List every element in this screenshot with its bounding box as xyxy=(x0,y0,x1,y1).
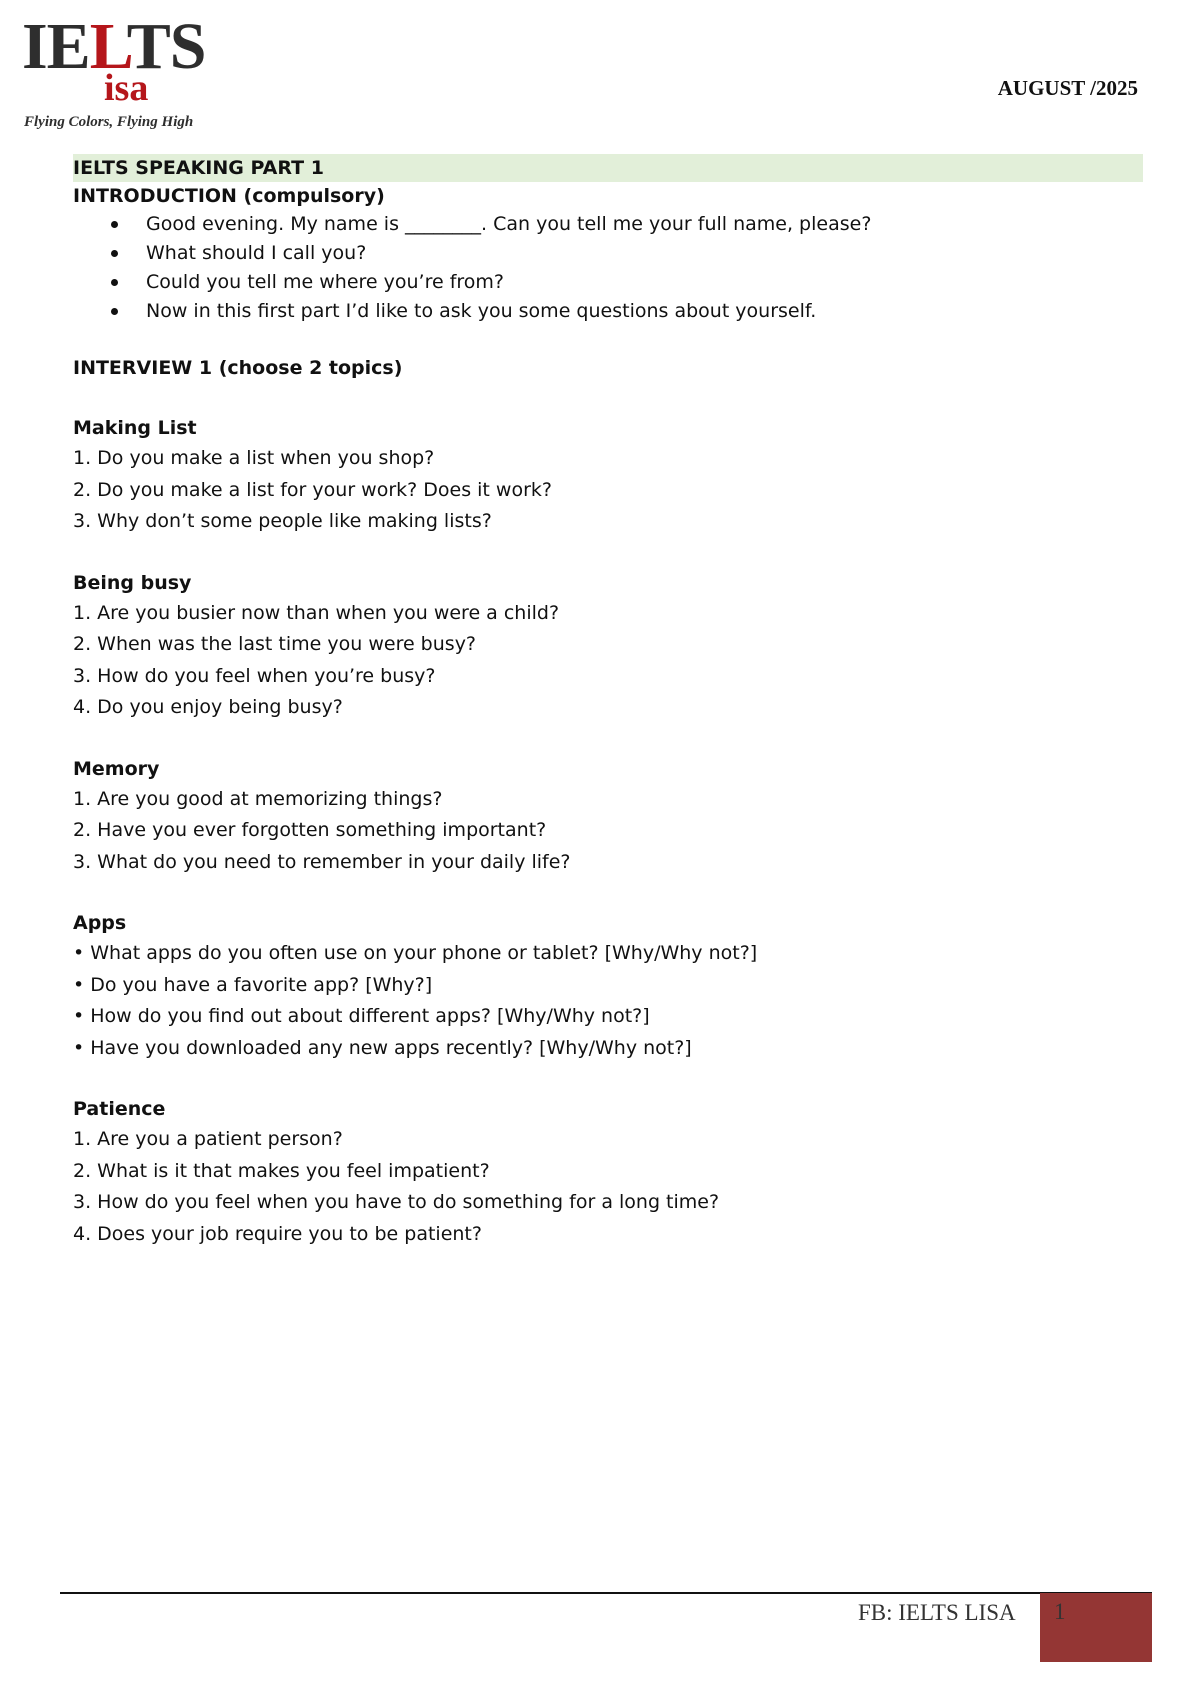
list-item: What should I call you? xyxy=(73,239,1143,268)
question: 1. Are you a patient person? xyxy=(73,1128,343,1150)
question: 3. What do you need to remember in your daily life? xyxy=(73,850,571,873)
bullet-icon xyxy=(111,279,118,286)
question: • How do you find out about different apps? [Why/Why not?] xyxy=(73,1005,650,1027)
topic-title-being-busy: Being busy xyxy=(73,571,192,594)
question: 1. Do you make a list when you shop? xyxy=(73,447,435,469)
question: 3. How do you feel when you have to do something for a long time? xyxy=(73,1191,720,1213)
bullet-icon xyxy=(111,221,118,228)
question: 1. Are you good at memorizing things? xyxy=(73,787,443,810)
document-date: AUGUST /2025 xyxy=(997,76,1138,100)
question: 2. Have you ever forgotten something important? xyxy=(73,819,547,841)
question: 2. What is it that makes you feel impatient? xyxy=(73,1159,490,1182)
introduction-title: INTRODUCTION (compulsory) xyxy=(73,185,385,207)
logo-wordmark: IELTS xyxy=(22,10,206,83)
page-number: 1 xyxy=(1054,1599,1066,1624)
footer-divider xyxy=(60,1592,1152,1594)
logo-subword: isa xyxy=(104,67,149,109)
introduction-list xyxy=(73,210,1143,326)
bullet-icon xyxy=(111,308,118,315)
question: • Do you have a favorite app? [Why?] xyxy=(73,973,433,996)
bullet-icon xyxy=(111,250,118,257)
question: 2. Do you make a list for your work? Does it work? xyxy=(73,478,552,501)
topic-title-memory: Memory xyxy=(73,757,160,780)
question: 2. When was the last time you were busy? xyxy=(73,633,477,655)
document-body xyxy=(73,154,1143,1250)
list-item: Could you tell me where you’re from? xyxy=(73,268,1143,297)
question: 1. Are you busier now than when you were a child? xyxy=(73,601,560,624)
logo-tagline: Flying Colors, Flying High xyxy=(24,114,194,130)
topic-title-patience: Patience xyxy=(73,1098,166,1120)
question: • What apps do you often use on your phone or tablet? [Why/Why not?] xyxy=(73,942,758,964)
question: 3. Why don’t some people like making lists? xyxy=(73,510,492,532)
question: • Have you downloaded any new apps recently? [Why/Why not?] xyxy=(73,1036,692,1059)
page-number-box xyxy=(1040,1593,1152,1662)
ielts-lisa-logo xyxy=(22,10,212,138)
interview-title: INTERVIEW 1 (choose 2 topics) xyxy=(73,357,403,379)
list-item: Good evening. My name is ________. Can you tell me your full name, please? xyxy=(73,210,1143,239)
list-item: Now in this first part I’d like to ask you some questions about yourself. xyxy=(73,297,1143,326)
question: 4. Do you enjoy being busy? xyxy=(73,696,343,718)
question: 4. Does your job require you to be patient? xyxy=(73,1222,482,1245)
footer-text: FB: IELTS LISA xyxy=(858,1600,1016,1625)
topic-title-apps: Apps xyxy=(73,912,127,934)
section-heading: IELTS SPEAKING PART 1 xyxy=(73,154,1143,182)
question: 3. How do you feel when you’re busy? xyxy=(73,664,436,687)
topic-title-making-list: Making List xyxy=(73,417,197,439)
